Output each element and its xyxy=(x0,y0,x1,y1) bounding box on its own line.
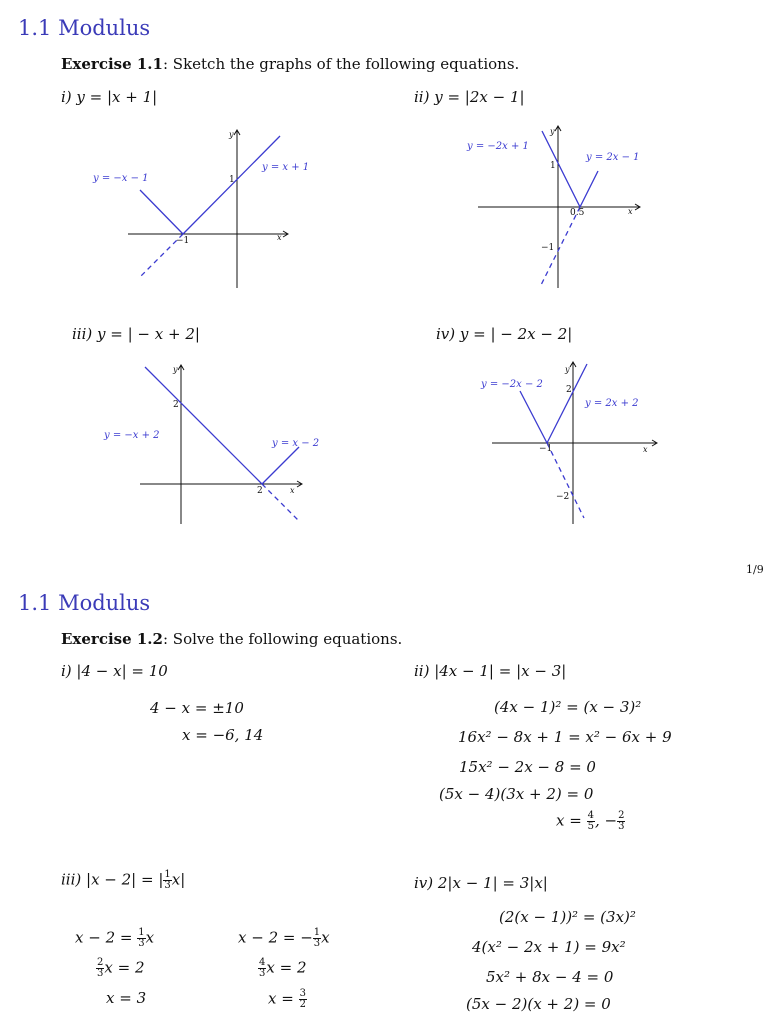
fraction: $\frac{2}{3}$ xyxy=(97,957,104,979)
ex2-part-i-line-2: x = −6, 14 xyxy=(182,726,264,744)
fraction: $\frac{4}{5}$ xyxy=(587,810,594,832)
ex2-part-ii-line-1: (4x − 1)² = (x − 3)² xyxy=(494,698,642,716)
fraction: $\frac{4}{3}$ xyxy=(259,957,266,979)
line-label-1: y = −2x − 2 xyxy=(481,379,543,390)
ex2-part-ii-label: ii) |4x − 1| = |x − 3| xyxy=(414,662,567,680)
tick-minus-1: −1 xyxy=(539,444,553,454)
part-iii-label: iii) y = | − x + 2| xyxy=(72,325,200,343)
fraction: $\frac{1}{3}$ xyxy=(313,927,321,949)
tick-0-5: 0.5 xyxy=(570,208,585,218)
tick-2-x: 2 xyxy=(257,486,263,496)
exercise-text: : Sketch the graphs of the following equations. xyxy=(162,55,520,73)
line-label-2: y = 2x + 2 xyxy=(585,398,639,409)
tick-minus-1: −1 xyxy=(176,236,190,246)
line-label-2: y = x + 1 xyxy=(262,162,310,173)
ex2-part-iii-right-2: $\frac{4}{3}$ x = 2 xyxy=(259,957,307,979)
tick-2: 2 xyxy=(566,385,572,395)
line-label-1: y = −x + 2 xyxy=(104,430,160,441)
tick-minus-1: −1 xyxy=(541,243,555,253)
line-label-2: y = 2x − 1 xyxy=(586,152,640,163)
part-i-label: i) y = |x + 1| xyxy=(61,88,158,106)
tick-1: 1 xyxy=(550,161,556,171)
dashed-reflection xyxy=(547,443,584,518)
exercise-heading-2 xyxy=(61,630,402,648)
line-label-2: y = x − 2 xyxy=(272,438,320,449)
result-prefix: x = xyxy=(556,811,587,830)
exercise-label: Exercise 1.1 xyxy=(61,55,163,73)
ex2-part-ii-result xyxy=(556,811,625,832)
fraction: $\frac{2}{3}$ xyxy=(618,810,625,832)
fraction: $\frac{1}{3}$ xyxy=(138,927,145,949)
axis-x: x xyxy=(643,445,648,454)
exercise-label: Exercise 1.2 xyxy=(61,630,163,648)
line-left xyxy=(520,391,547,443)
ex2-part-iii-left-1: x − 2 = $\frac{1}{3}$ x xyxy=(75,927,155,949)
section-title-2: 1.1 Modulus xyxy=(18,591,151,615)
exercise-text: : Solve the following equations. xyxy=(162,630,403,648)
result-separator: , − xyxy=(594,811,618,830)
line-label-1: y = −x − 1 xyxy=(93,173,149,184)
ex2-part-iii-right-1: x − 2 = − $\frac{1}{3}$ x xyxy=(238,927,330,949)
ex2-part-iv-label: iv) 2|x − 1| = 3|x| xyxy=(414,874,548,892)
axis-x: x xyxy=(290,486,295,495)
fraction: $\frac{1}{3}$ xyxy=(164,869,171,891)
ex2-part-iii-right-3: x = $\frac{3}{2}$ xyxy=(268,988,306,1010)
line-right xyxy=(547,364,587,443)
part-ii-label: ii) y = |2x − 1| xyxy=(414,88,525,106)
ex2-part-iv-line-2: 4(x² − 2x + 1) = 9x² xyxy=(472,938,626,956)
ex2-part-ii-line-4: (5x − 4)(3x + 2) = 0 xyxy=(439,785,594,803)
ex2-part-ii-line-2: 16x² − 8x + 1 = x² − 6x + 9 xyxy=(458,728,672,746)
ex2-part-i-label: i) |4 − x| = 10 xyxy=(61,662,168,680)
tick-minus-2: −2 xyxy=(556,492,570,502)
axis-x: x xyxy=(277,233,282,242)
tick-2-y: 2 xyxy=(173,400,179,410)
axis-y: y xyxy=(550,127,555,136)
ex2-part-iii-label: iii) |x − 2| = | $\frac{1}{3}$ x| xyxy=(61,869,186,891)
axis-y: y xyxy=(565,365,570,374)
ex2-part-iv-line-3: 5x² + 8x − 4 = 0 xyxy=(486,968,614,986)
ex2-part-ii-line-3: 15x² − 2x − 8 = 0 xyxy=(459,758,596,776)
line-label-1: y = −2x + 1 xyxy=(467,141,529,152)
page-number: 1/9 xyxy=(746,563,764,576)
part-iv-label: iv) y = | − 2x − 2| xyxy=(436,325,573,343)
ex2-part-iv-line-4: (5x − 2)(x + 2) = 0 xyxy=(466,995,611,1013)
fraction: $\frac{3}{2}$ xyxy=(299,988,306,1010)
ex2-part-iii-left-3: x = 3 xyxy=(106,989,147,1007)
tick-1: 1 xyxy=(229,175,235,185)
section-title-1: 1.1 Modulus xyxy=(18,16,151,40)
axis-y: y xyxy=(229,130,234,139)
axis-x: x xyxy=(628,207,633,216)
ex2-part-i-line-1: 4 − x = ±10 xyxy=(150,699,244,717)
ex2-part-iii-left-2: $\frac{2}{3}$ x = 2 xyxy=(97,957,145,979)
axis-y: y xyxy=(173,365,178,374)
ex2-part-iv-line-1: (2(x − 1))² = (3x)² xyxy=(499,908,636,926)
